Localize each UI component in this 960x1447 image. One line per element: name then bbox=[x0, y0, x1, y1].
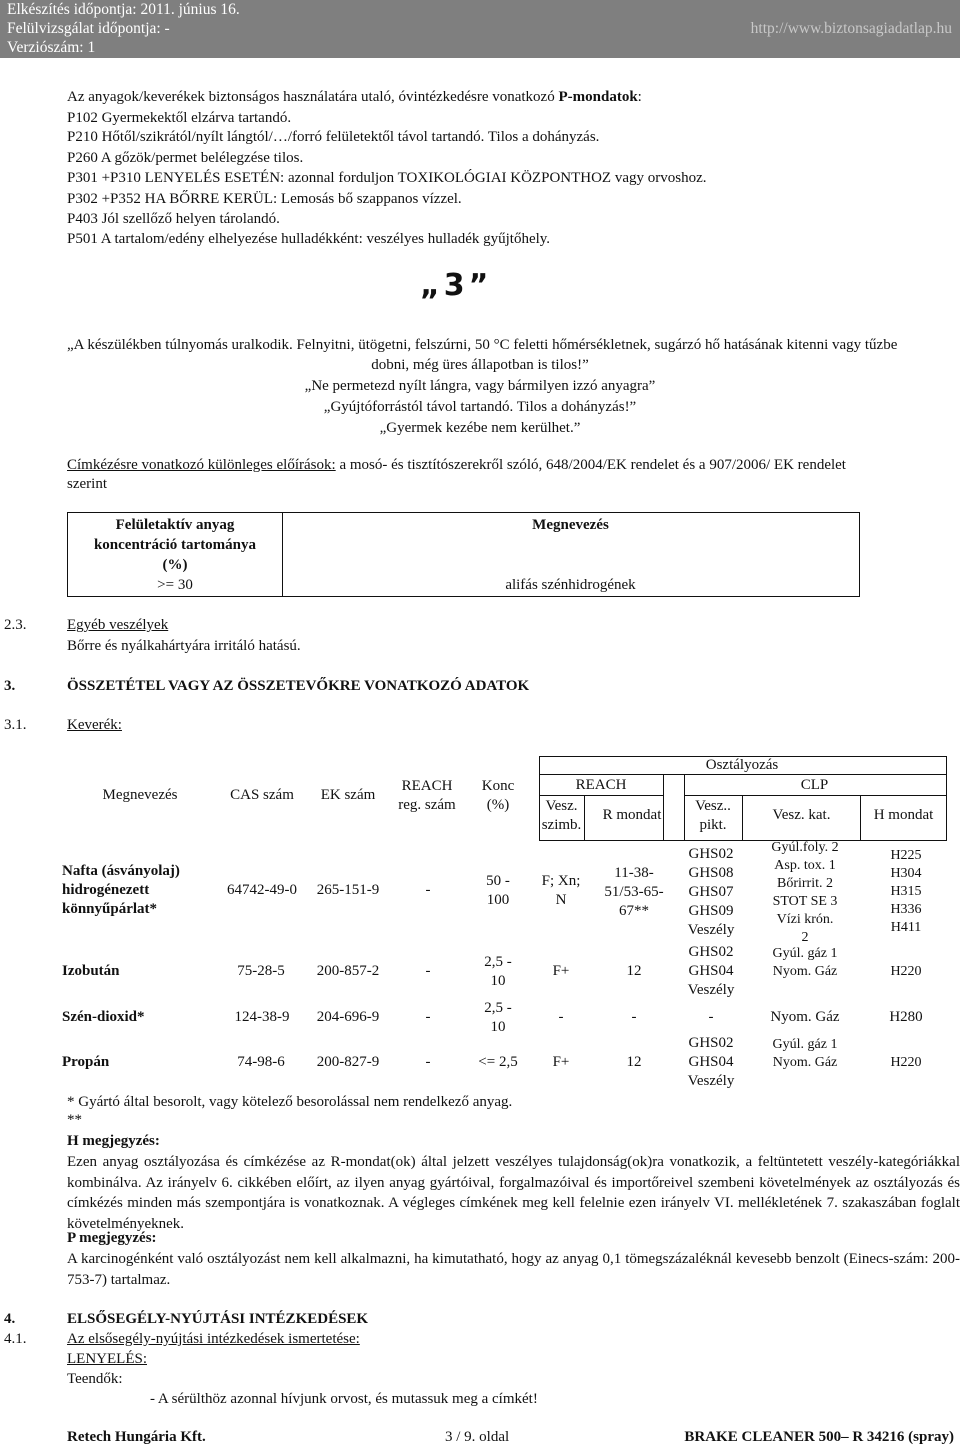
row2-kat bbox=[745, 945, 865, 981]
row1-szimb-line: F; Xn; bbox=[541, 873, 581, 889]
table-divider bbox=[539, 795, 663, 796]
row1-szimb bbox=[537, 872, 585, 910]
row2-konc-line: 10 bbox=[490, 973, 506, 989]
teendok-item: - A sérülthöz azonnal hívjunk orvost, és mutassuk meg a címkét! bbox=[150, 1391, 538, 1407]
row2-h: H220 bbox=[890, 964, 922, 979]
row1-r bbox=[590, 864, 678, 921]
row1-r-line: 11-38- bbox=[614, 865, 654, 881]
row2-szimb: F+ bbox=[552, 963, 570, 979]
pstatement-line: P102 Gyermekektől elzárva tartandó. bbox=[67, 110, 292, 126]
row1-h-line: H411 bbox=[890, 920, 922, 935]
row4-h: H220 bbox=[890, 1055, 922, 1070]
row2-kat-line: Gyúl. gáz 1 bbox=[772, 946, 838, 961]
surf-header-2: Megnevezés bbox=[532, 517, 609, 533]
row1-h-line: H315 bbox=[890, 884, 922, 899]
row3-reg: - bbox=[425, 1009, 431, 1025]
row4-konc: <= 2,5 bbox=[478, 1054, 518, 1070]
labeling-line bbox=[67, 456, 846, 475]
review-date: Felülvizsgálat időpontja: - bbox=[7, 20, 170, 37]
p-note-title: P megjegyzés: bbox=[67, 1230, 157, 1246]
h-note-title: H megjegyzés: bbox=[67, 1133, 160, 1149]
row3-konc bbox=[470, 999, 526, 1037]
surf-value-1: >= 30 bbox=[157, 577, 193, 593]
row4-ek: 200-827-9 bbox=[316, 1054, 380, 1070]
row1-ek: 265-151-9 bbox=[316, 882, 380, 898]
row2-ek: 200-857-2 bbox=[316, 963, 380, 979]
teendok-label: Teendők: bbox=[67, 1371, 123, 1387]
table-divider bbox=[684, 795, 947, 796]
pstatements-intro-bold: P-mondatok bbox=[558, 89, 638, 105]
row3-konc-line: 10 bbox=[490, 1019, 506, 1035]
pstatement-line: P302 +P352 HA BŐRRE KERÜL: Lemosás bő szappanos vízzel. bbox=[67, 191, 462, 207]
row3-kat: Nyom. Gáz bbox=[770, 1009, 840, 1025]
label-3-line-1: „A készülékben túlnyomás uralkodik. Felnyitni, ütögetni, felszúrni, 50 °C feletti hőmérsékletnek, sugárzó hő hatásának kitenni vagy tűzbe bbox=[67, 337, 898, 353]
pstatement-line: P210 Hőtől/szikrától/nyílt lángtól/…/forró felületektől távol tartandó. Tilos a dohányzás. bbox=[67, 129, 600, 145]
sec31-title: Keverék: bbox=[67, 717, 122, 733]
row1-konc-line: 50 - bbox=[486, 873, 510, 889]
row2-konc-line: 2,5 - bbox=[484, 954, 512, 970]
h-note-text: Ezen anyag osztályozása és címkézése az R-mondat(ok) által jelzett veszélyes tulajdonság(ok)ra vonatkozik, a feltüntetett veszély-kategóriákkal kombinálva. Az irányelv 6. cikkében előírt, az ilyen anyag gyártóival, forgalmazóival és importőreivel szembeni követelmények az osztályozás és címkézés minden más szempontjára is vonatkoznak. A végleges címkének meg kell felelnie ezen irányelv VI. mellékletének 7. szakaszában foglalt követelményeknek. bbox=[67, 1154, 960, 1232]
row2-pikt-line: GHS02 bbox=[688, 944, 734, 960]
header-vesz-szimb-b: szimb. bbox=[541, 817, 582, 833]
row4-r: 12 bbox=[626, 1054, 642, 1070]
header-reach-reg-a: REACH bbox=[401, 778, 453, 794]
header-reach-reg-b: reg. szám bbox=[398, 797, 456, 813]
row4-name: Propán bbox=[62, 1054, 110, 1070]
row4-kat-line: Gyúl. gáz 1 bbox=[772, 1037, 838, 1052]
row4-pikt-line: GHS02 bbox=[688, 1035, 734, 1051]
row1-kat-line: Asp. tox. 1 bbox=[774, 858, 836, 873]
surf-header-1b: koncentráció tartománya bbox=[93, 537, 257, 553]
row3-ek: 204-696-9 bbox=[316, 1009, 380, 1025]
row1-name-line: könnyűpárlat* bbox=[62, 901, 158, 917]
row3-name: Szén-dioxid* bbox=[62, 1009, 145, 1025]
row1-h-line: H336 bbox=[890, 902, 922, 917]
header-reach: REACH bbox=[575, 777, 627, 793]
header-r-mondat: R mondat bbox=[602, 807, 662, 823]
header-vesz-pikt-a: Vesz.. bbox=[695, 798, 731, 814]
pstatement-line: P301 +P310 LENYELÉS ESETÉN: azonnal forduljon TOXIKOLÓGIAI KÖZPONTHOZ vagy orvoshoz. bbox=[67, 170, 707, 186]
header-url[interactable]: http://www.biztonsagiadatlap.hu bbox=[750, 20, 952, 37]
sec31-num: 3.1. bbox=[4, 717, 27, 733]
row1-h-line: H304 bbox=[890, 866, 922, 881]
labeling-title: Címkézésre vonatkozó különleges előírások: bbox=[67, 457, 336, 473]
surf-header-1a: Felületaktív anyag bbox=[115, 517, 235, 533]
row1-name bbox=[62, 862, 180, 919]
pstatement-line: P501 A tartalom/edény elhelyezése hulladékként: veszélyes hulladék gyűjtőhely. bbox=[67, 231, 551, 247]
header-vesz-kat: Vesz. kat. bbox=[772, 807, 831, 823]
row2-konc bbox=[470, 953, 526, 991]
row3-pikt: - bbox=[708, 1009, 714, 1025]
row4-reg: - bbox=[425, 1054, 431, 1070]
labeling-text: a mosó- és tisztítószerekről szóló, 648/2004/EK rendelet és a 907/2006/ EK rendelet bbox=[335, 457, 846, 473]
sec3-num: 3. bbox=[4, 678, 16, 694]
sec4-title: ELSŐSEGÉLY-NYÚJTÁSI INTÉZKEDÉSEK bbox=[67, 1311, 369, 1327]
header-name: Megnevezés bbox=[102, 787, 178, 803]
row3-cas: 124-38-9 bbox=[234, 1009, 290, 1025]
sec3-title: ÖSSZETÉTEL VAGY AZ ÖSSZETEVŐKRE VONATKOZÓ ADATOK bbox=[67, 678, 530, 694]
footer-product: BRAKE CLEANER 500– R 34216 (spray) bbox=[684, 1429, 954, 1445]
sec4-num: 4. bbox=[4, 1311, 16, 1327]
footer-page: 3 / 9. oldal bbox=[445, 1429, 510, 1445]
row2-kat-line: Nyom. Gáz bbox=[772, 964, 838, 979]
row1-name-line: hidrogénezett bbox=[62, 882, 150, 898]
label-3-line-3: „Ne permetezd nyílt lángra, vagy bármilyen izzó anyagra” bbox=[304, 378, 656, 394]
pstatements-intro-end: : bbox=[637, 89, 642, 105]
label-3-line-4: „Gyújtóforrástól távol tartandó. Tilos a dohányzás!” bbox=[323, 399, 637, 415]
row3-szimb: - bbox=[558, 1009, 564, 1025]
row1-kat bbox=[745, 839, 865, 947]
row3-h: H280 bbox=[889, 1009, 923, 1025]
surf-value-2: alifás szénhidrogének bbox=[505, 577, 636, 593]
row1-cas: 64742-49-0 bbox=[227, 882, 297, 898]
table-divider bbox=[539, 840, 947, 841]
row1-kat-line: Bőrirrit. 2 bbox=[777, 876, 833, 891]
created-date: Elkészítés időpontja: 2011. június 16. bbox=[7, 1, 240, 18]
row1-name-line: Nafta (ásványolaj) bbox=[62, 863, 180, 879]
p-note-text: A karcinogénként való osztályozást nem kell alkalmazni, ha kimutatható, hogy az anyag 0,1 tömegszázaléknál kevesebb benzolt (Einecs-szám: 200-753-7) tartalmaz. bbox=[67, 1251, 960, 1288]
sec41-title: Az elsősegély-nyújtási intézkedések ismertetése: bbox=[67, 1331, 360, 1347]
labeling-text-2: szerint bbox=[67, 476, 107, 492]
row3-konc-line: 2,5 - bbox=[484, 1000, 512, 1016]
row2-pikt-line: GHS04 bbox=[688, 963, 734, 979]
header-ek: EK szám bbox=[320, 787, 376, 803]
pstatements-intro-text: Az anyagok/keverékek biztonságos használatára utaló, óvintézkedésre vonatkozó bbox=[67, 89, 559, 105]
sec41-num: 4.1. bbox=[4, 1331, 27, 1347]
row1-szimb-line: N bbox=[555, 892, 567, 908]
row3-r: - bbox=[631, 1009, 637, 1025]
lenyeles-label: LENYELÉS: bbox=[67, 1351, 147, 1367]
row4-pikt-line: Veszély bbox=[687, 1073, 735, 1089]
document-header bbox=[0, 0, 960, 58]
row1-kat-line: Vízi krón. bbox=[776, 912, 834, 927]
row1-pikt-line: GHS08 bbox=[688, 865, 734, 881]
surf-header-1c: (%) bbox=[162, 557, 188, 573]
row4-pikt-line: GHS04 bbox=[688, 1054, 734, 1070]
sec23-title: Egyéb veszélyek bbox=[67, 617, 169, 633]
header-meta bbox=[7, 0, 240, 57]
sec23-num: 2.3. bbox=[4, 617, 27, 633]
pstatement-line: P260 A gőzök/permet belélegzése tilos. bbox=[67, 150, 304, 166]
version: Verziószám: 1 bbox=[7, 39, 96, 56]
header-vesz-szimb-a: Vesz. bbox=[545, 798, 578, 814]
row1-pikt-line: Veszély bbox=[687, 922, 735, 938]
footer-company: Retech Hungária Kft. bbox=[67, 1429, 206, 1445]
row1-pikt-line: GHS02 bbox=[688, 846, 734, 862]
row4-cas: 74-98-6 bbox=[237, 1054, 285, 1070]
row2-pikt bbox=[680, 943, 742, 1000]
header-konc-a: Konc bbox=[481, 778, 515, 794]
row1-h-line: H225 bbox=[890, 848, 922, 863]
row2-name: Izobután bbox=[62, 963, 120, 979]
header-cas: CAS szám bbox=[230, 787, 294, 803]
row1-konc-line: 100 bbox=[486, 892, 510, 908]
row4-kat bbox=[745, 1036, 865, 1072]
label-3-line-2: dobni, még üres állapotban is tilos!” bbox=[371, 357, 589, 373]
row1-kat-line: 2 bbox=[801, 930, 809, 945]
row2-r: 12 bbox=[626, 963, 642, 979]
label-3-heading: „3” bbox=[420, 268, 493, 303]
label-3-line-5: „Gyermek kezébe nem kerülhet.” bbox=[379, 420, 581, 436]
row1-r-line: 67** bbox=[619, 903, 649, 919]
pstatement-line: P403 Jól szellőző helyen tárolandó. bbox=[67, 211, 280, 227]
row1-pikt bbox=[680, 845, 742, 940]
header-osztalyozas: Osztályozás bbox=[705, 757, 779, 773]
row2-cas: 75-28-5 bbox=[237, 963, 285, 979]
row2-reg: - bbox=[425, 963, 431, 979]
row1-kat-line: STOT SE 3 bbox=[772, 894, 838, 909]
sec23-text: Bőrre és nyálkahártyára irritáló hatású. bbox=[67, 638, 301, 654]
row4-szimb: F+ bbox=[552, 1054, 570, 1070]
footnote-1: * Gyártó által besorolt, vagy kötelező besorolással nem rendelkező anyag. bbox=[67, 1094, 513, 1110]
header-vesz-pikt-b: pikt. bbox=[699, 817, 727, 833]
row1-r-line: 51/53-65- bbox=[604, 884, 664, 900]
row1-pikt-line: GHS09 bbox=[688, 903, 734, 919]
header-h-mondat: H mondat bbox=[873, 807, 934, 823]
header-clp: CLP bbox=[800, 777, 829, 793]
header-konc-b: (%) bbox=[486, 797, 510, 813]
row1-kat-line: Gyúl.foly. 2 bbox=[771, 840, 839, 855]
footnote-2: ** bbox=[67, 1112, 82, 1128]
pstatements-intro bbox=[67, 88, 642, 107]
table-divider bbox=[946, 756, 947, 840]
row1-konc bbox=[470, 872, 526, 910]
row1-pikt-line: GHS07 bbox=[688, 884, 734, 900]
row4-pikt bbox=[680, 1034, 742, 1091]
row4-kat-line: Nyom. Gáz bbox=[772, 1055, 838, 1070]
row2-pikt-line: Veszély bbox=[687, 982, 735, 998]
row1-h bbox=[866, 847, 946, 937]
row1-reg: - bbox=[425, 882, 431, 898]
